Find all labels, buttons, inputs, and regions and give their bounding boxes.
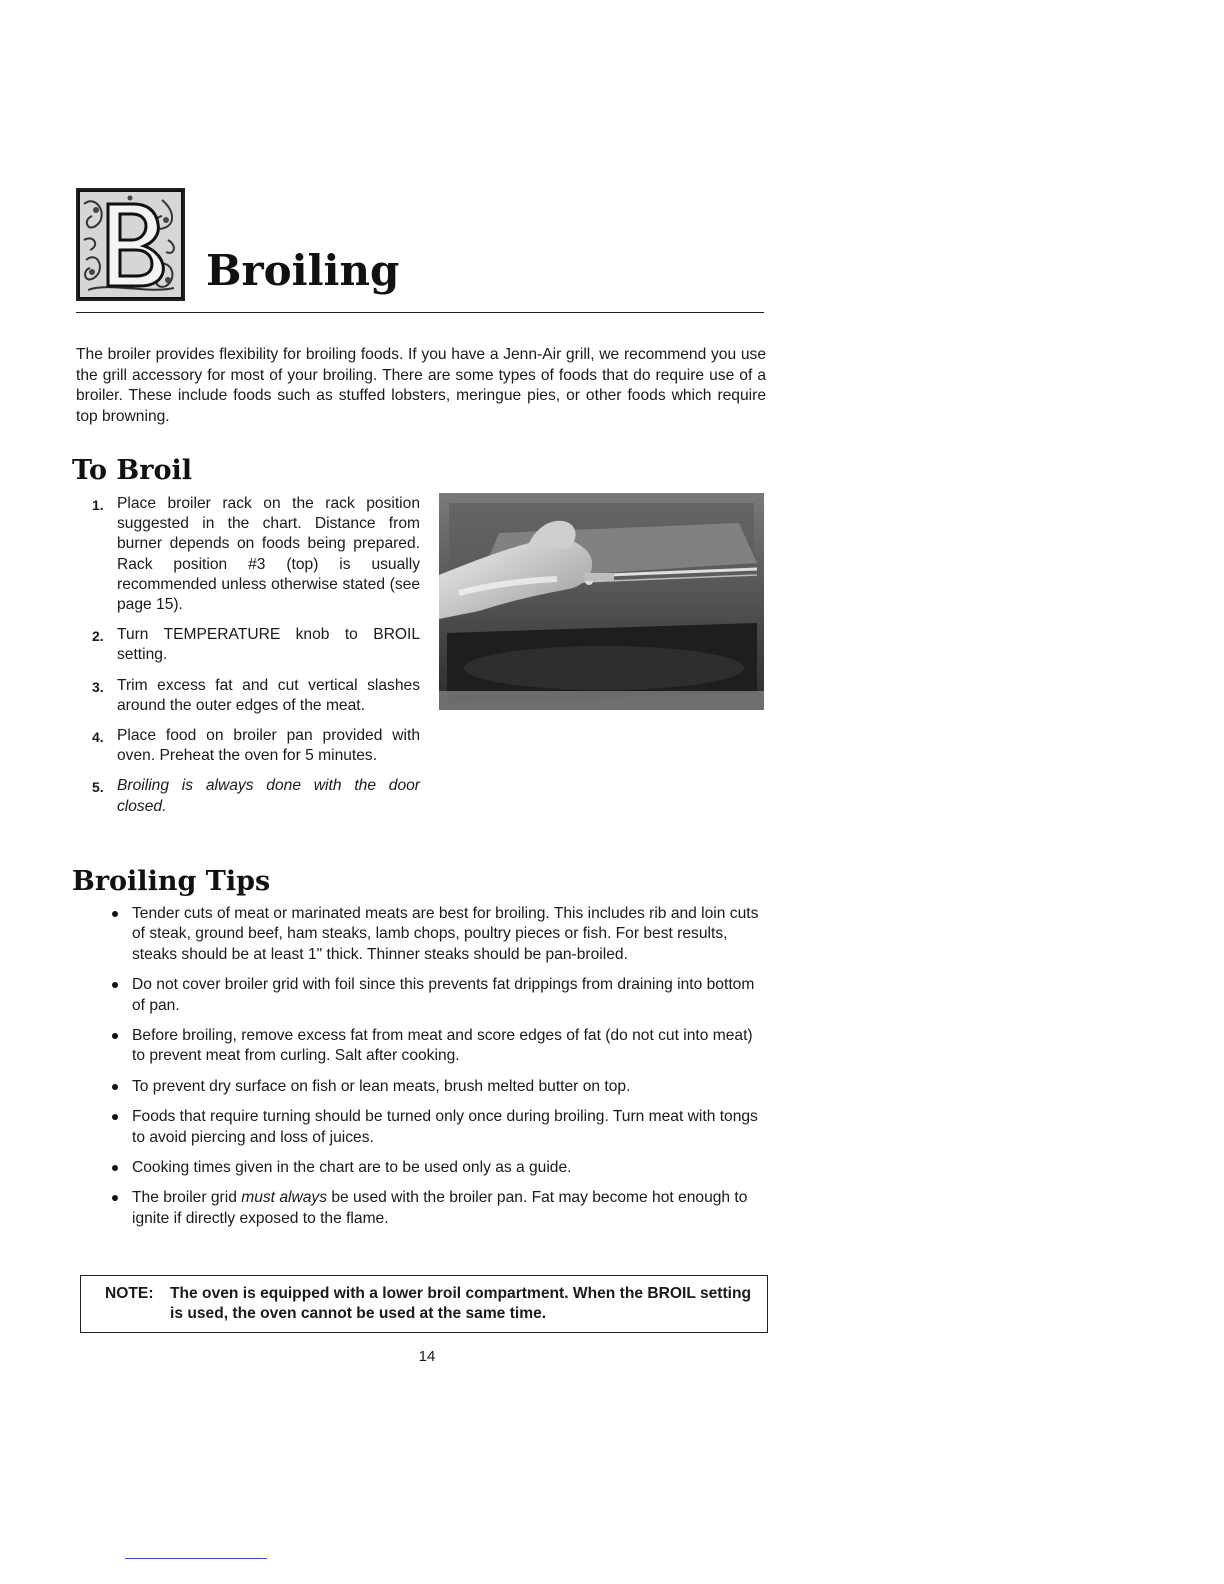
to-broil-steps: [90, 494, 420, 827]
step-text: Place food on broiler pan provided with oven. Preheat the oven for 5 minutes.: [117, 727, 420, 765]
list-item: [90, 776, 420, 816]
tip-text-post: be used with the broiler pan. Fat may become hot enough to ignite if directly exposed to the flame.: [132, 1189, 748, 1227]
step-text: Trim excess fat and cut vertical slashes around the outer edges of the meat.: [117, 676, 420, 714]
tip-text-emphasis: must always: [241, 1189, 327, 1207]
step-text: Turn TEMPERATURE knob to BROIL setting.: [117, 626, 420, 664]
tip-text: To prevent dry surface on fish or lean meats, brush melted butter on top.: [132, 1077, 631, 1095]
step-number: 4.: [92, 729, 104, 746]
footer-divider: [125, 1558, 267, 1559]
list-item: [112, 1158, 768, 1178]
intro-paragraph: The broiler provides flexibility for broiling foods. If you have a Jenn-Air grill, we recommend you use the grill accessory for most of your broiling. There are some types of foods that do require use of a broiler. These include foods such as stuffed lobsters, meringue pies, or other foods which require top browning.: [76, 346, 766, 425]
bullet-icon: [112, 1114, 118, 1120]
list-item: [112, 1077, 768, 1097]
bullet-icon: [112, 1165, 118, 1171]
list-item: [112, 975, 768, 1016]
step-text: Broiling is always done with the door closed.: [117, 777, 420, 815]
broiling-tips-list: [112, 904, 768, 1239]
step-number: 1.: [92, 497, 104, 513]
note-text: The oven is equipped with a lower broil compartment. When the BROIL setting is used, the oven cannot be used at the same time.: [170, 1285, 752, 1322]
step-number: 2.: [92, 628, 104, 645]
tip-text: Cooking times given in the chart are to be used only as a guide.: [132, 1159, 572, 1177]
chapter-header: [76, 188, 764, 313]
tip-text: Before broiling, remove excess fat from meat and score edges of fat (do not cut into meat) to prevent meat from curling. Salt after cooking.: [132, 1027, 753, 1065]
step-number: 5.: [92, 779, 104, 796]
bullet-icon: [112, 1195, 118, 1201]
list-item: [90, 625, 420, 665]
oven-rack-hand-illustration: [439, 493, 764, 710]
list-item: [112, 1107, 768, 1148]
title-divider: [76, 312, 764, 313]
note-box: [80, 1275, 768, 1333]
broiler-photo: [439, 493, 764, 710]
tip-text: Foods that require turning should be turned only once during broiling. Turn meat with tongs to avoid piercing and loss of juices.: [132, 1108, 758, 1146]
bullet-icon: [112, 1084, 118, 1090]
broiling-tips-heading: Broiling Tips: [72, 866, 271, 897]
tip-text-pre: The broiler grid: [132, 1189, 242, 1207]
bullet-icon: [112, 1033, 118, 1039]
note-label: NOTE:: [105, 1285, 154, 1302]
ornamental-letter-graphic: [78, 190, 183, 299]
list-item: [112, 1026, 768, 1067]
page-number: 14: [418, 1348, 436, 1365]
step-text: Place broiler rack on the rack position suggested in the chart. Distance from burner depends on foods being prepared. Rack position #3 (top) is usually recommended unless otherwise stated (see page 15).: [117, 495, 420, 614]
list-item: [90, 726, 420, 766]
tip-text: Do not cover broiler grid with foil since this prevents fat drippings from draining into bottom of pan.: [132, 976, 755, 1014]
list-item: [112, 904, 768, 965]
page-title: Broiling: [206, 246, 400, 295]
list-item: [90, 676, 420, 716]
bullet-icon: [112, 911, 118, 917]
to-broil-heading: To Broil: [72, 455, 192, 486]
bullet-icon: [112, 982, 118, 988]
list-item: [90, 494, 420, 615]
step-number: 3.: [92, 678, 104, 695]
decorative-initial-b-icon: [76, 188, 185, 301]
tip-text: Tender cuts of meat or marinated meats are best for broiling. This includes rib and loin cuts of steak, ground beef, ham steaks, lamb chops, poultry pieces or fish. For best results, steaks should be at least 1" thick. Thinner steaks should be pan-broiled.: [132, 905, 759, 963]
tip-text: [132, 1188, 768, 1229]
list-item: [112, 1188, 768, 1229]
